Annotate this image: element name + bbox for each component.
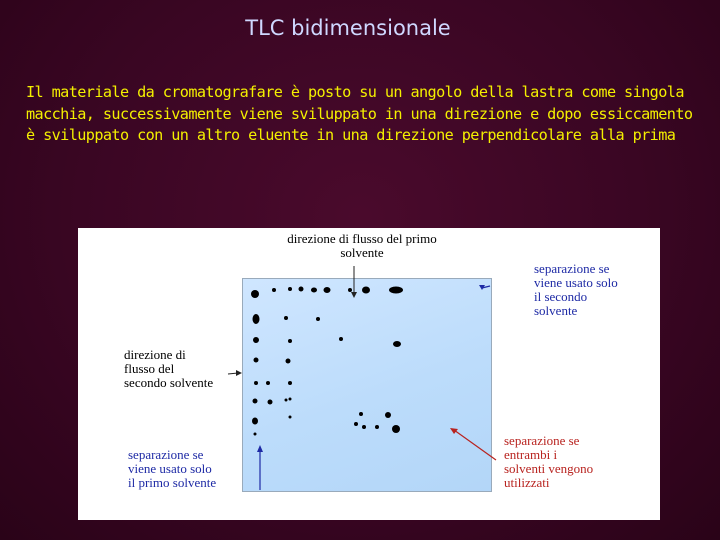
spots-first-solvent-row [251, 287, 403, 299]
spot [284, 316, 288, 320]
spot [339, 337, 343, 341]
spot [393, 341, 401, 347]
spot [362, 287, 370, 294]
tlc-figure [78, 228, 660, 520]
spot [252, 418, 258, 425]
label-first-solvent-direction: direzione di flusso del primo solvente [287, 231, 437, 260]
spot [253, 337, 259, 343]
spot [354, 422, 358, 426]
spot [289, 398, 292, 401]
spot [288, 339, 292, 343]
spot [316, 317, 320, 321]
spot [385, 412, 391, 418]
spot [251, 290, 259, 298]
label-first-solvent-only: separazione se viene usato solo il primo solvente [128, 447, 217, 490]
spot [375, 425, 379, 429]
both-solvents-arrow [454, 430, 496, 460]
spot [266, 381, 270, 385]
spot [254, 381, 258, 385]
spot [362, 425, 366, 429]
spot [268, 400, 273, 405]
spot [289, 416, 292, 419]
spot [288, 287, 292, 291]
spot [299, 287, 304, 292]
spot [253, 314, 260, 324]
label-second-solvent-only: separazione se viene usato solo il secondo solvente [534, 261, 618, 318]
spot [392, 425, 400, 433]
label-second-solvent-direction: direzione di flusso del secondo solvente [124, 347, 214, 390]
spot [311, 288, 317, 293]
spot [348, 288, 352, 292]
spot [389, 287, 403, 294]
spot [359, 412, 363, 416]
spot [272, 288, 276, 292]
slide-title: TLC bidimensionale [245, 16, 451, 40]
spots-two-dimensional [266, 316, 401, 433]
spot [288, 381, 292, 385]
spots-second-solvent-column [252, 314, 260, 436]
slide-body-text: Il materiale da cromatografare è posto su un angolo della lastra come singola macchia, successivamente viene sviluppato in una direzione e dopo essiccamento è sviluppato con un altro eluente in una direzione perpendicolare alla prima [26, 83, 693, 144]
spot [254, 433, 257, 436]
spot [254, 358, 259, 363]
spot [253, 399, 258, 404]
spot [324, 287, 331, 293]
label-both-solvents: separazione se entrambi i solventi vengono utilizzati [504, 433, 594, 490]
spot [285, 399, 288, 402]
spot [286, 359, 291, 364]
